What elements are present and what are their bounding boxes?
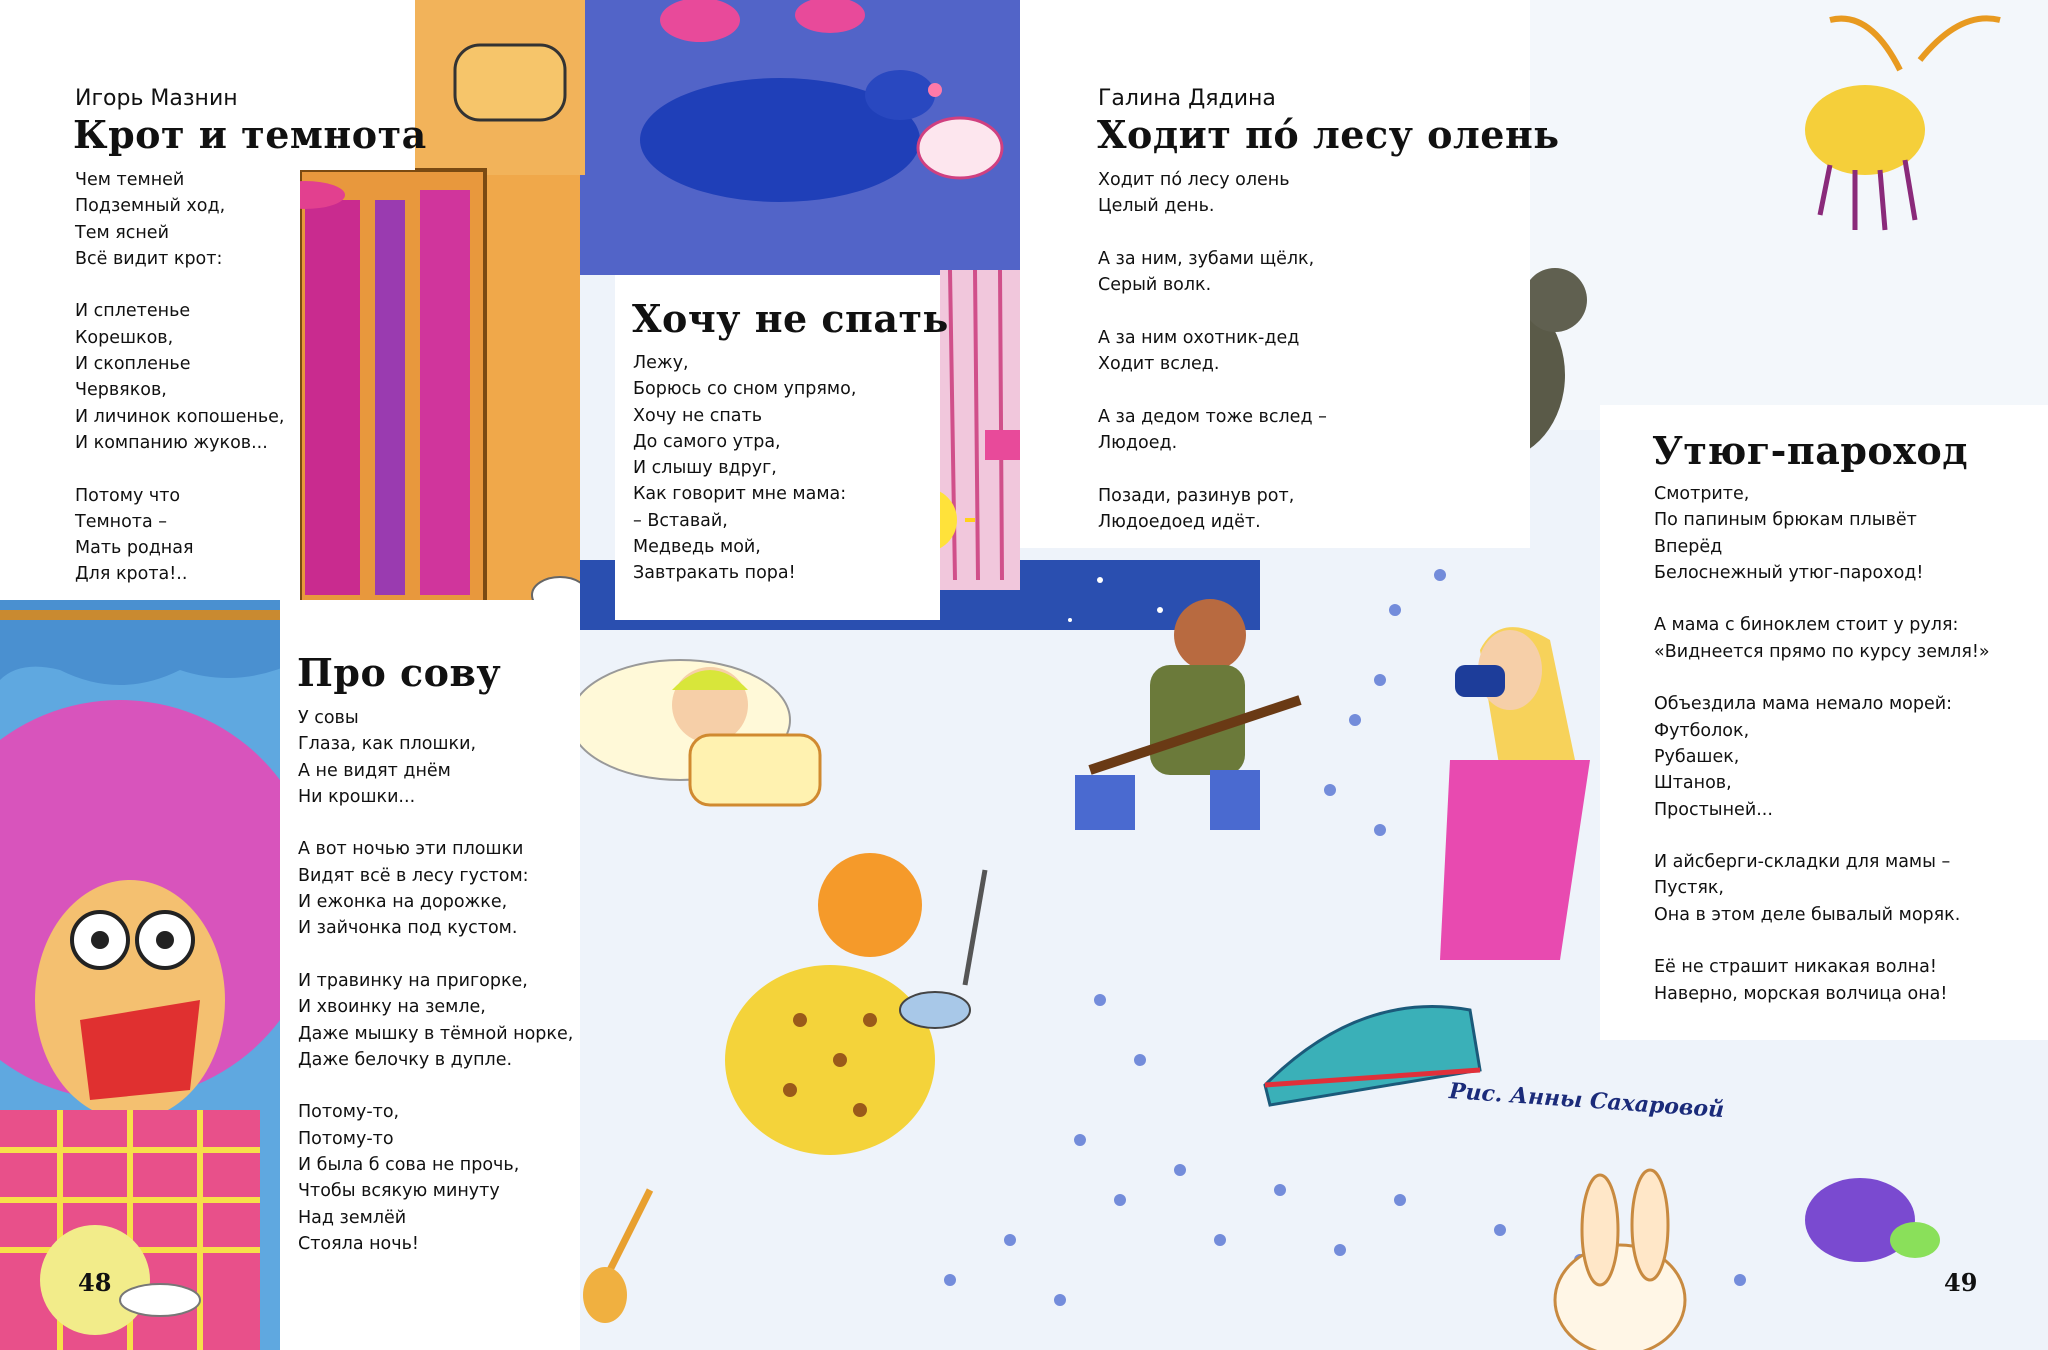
page-number-right: 49 [1944,1268,1978,1297]
poem-line: Смотрите, [1654,484,1750,504]
poem-line: Подземный ход, [75,196,226,217]
poem-line: Мать родная [75,538,194,559]
poem-line: Пустяк, [1654,878,1724,899]
stanza-break [1654,928,1990,954]
poem-line: Тем ясней [75,222,169,243]
poem-spat-title: Хочу не спать [632,296,949,341]
poem-line: Как говорит мне мама: [633,484,847,505]
poem-olen-title: Ходит по́ лесу олень [1097,112,1560,157]
page-number-left: 48 [78,1268,112,1297]
poem-line: Корешков, [75,327,174,348]
poem-line: Ни крошки... [298,786,416,807]
poem-line: У совы [298,708,359,728]
poem-line: Простыней... [1654,799,1773,820]
poem-line: Целый день. [1098,196,1215,217]
poem-line: И хвоинку на земле, [298,997,486,1018]
poem-line: Наверно, морская волчица она! [1654,983,1948,1004]
poem-krot-author: Игорь Мазнин [75,86,238,111]
poem-sova-text [298,705,573,1257]
stanza-break [75,272,285,298]
poem-line: – Вставай, [633,510,728,531]
poem-line: Потому-то, [298,1102,400,1123]
poem-line: «Виднеется прямо по курсу земля!» [1654,641,1990,662]
illustrator-credit: Рис. Анны Сахаровой [1448,1078,1725,1124]
poem-krot-text [75,167,285,588]
poem-line: И сплетенье [75,301,191,322]
poem-line: Всё видит крот: [75,248,223,269]
poem-line: Червяков, [75,380,167,401]
poem-olen-text [1098,167,1327,535]
poem-line: Видят всё в лесу густом: [298,865,529,886]
poem-line: И личинок копошенье, [75,406,285,427]
poem-line: Чем темней [75,170,185,190]
owl-illustration [0,600,320,1350]
stanza-break [1098,456,1327,482]
poem-line: И компанию жуков... [75,432,268,453]
poem-line: И травинку на пригорке, [298,970,528,991]
stanza-break [1098,298,1327,324]
poem-line: Над землёй [298,1207,407,1228]
poem-line: До самого утра, [633,431,781,452]
poem-line: И скопленье [75,354,191,375]
poem-line: И зайчонка под кустом. [298,918,518,939]
poem-line: Медведь мой, [633,537,761,558]
poem-line: Ходит по́ лесу олень [1098,170,1290,190]
poem-line: Вперёд [1654,536,1723,557]
poem-line: Лежу, [633,353,689,373]
poem-line: Она в этом деле бывалый моряк. [1654,904,1961,925]
poem-line: Футболок, [1654,720,1750,741]
poem-line: А мама с биноклем стоит у руля: [1654,615,1959,636]
poem-line: Людоедоед идёт. [1098,511,1261,532]
poem-line: Объездила мама немало морей: [1654,694,1953,715]
stanza-break [298,942,573,968]
poem-line: Стояла ночь! [298,1233,419,1254]
poem-line: А за ним, зубами щёлк, [1098,248,1315,269]
poem-line: Рубашек, [1654,746,1740,767]
poem-line: Для крота!.. [75,564,188,585]
poem-olen-author: Галина Дядина [1098,86,1276,111]
poem-utug-title: Утюг-пароход [1652,428,1969,473]
poem-utug-text [1654,481,1990,1007]
poem-krot-title: Крот и темнота [73,112,427,157]
poem-line: Глаза, как плошки, [298,734,477,755]
poem-line: Потому что [75,485,181,506]
poem-sova-title: Про сову [297,650,502,695]
poem-line: Белоснежный утюг-пароход! [1654,562,1924,583]
poem-line: А за дедом тоже вслед – [1098,406,1327,427]
poem-line: И айсберги-складки для мамы – [1654,852,1951,873]
poem-line: Даже мышку в тёмной норке, [298,1023,574,1044]
poem-line: А не видят днём [298,760,451,781]
poem-line: Темнота – [75,511,168,532]
poem-line: И была б сова не прочь, [298,1155,520,1176]
stanza-break [298,1073,573,1099]
stanza-break [1098,377,1327,403]
poem-line: Ходит вслед. [1098,354,1220,375]
poem-line: По папиным брюкам плывёт [1654,510,1917,531]
poem-line: Потому-то [298,1128,394,1149]
poem-line: И ежонка на дорожке, [298,892,508,913]
poem-line: Позади, разинув рот, [1098,485,1295,506]
stanza-break [75,456,285,482]
poem-line: Хочу не спать [633,405,763,426]
poem-line: А вот ночью эти плошки [298,839,524,860]
curtain-illustration [940,270,1025,590]
poem-line: Людоед. [1098,432,1178,453]
poem-line: Чтобы всякую минуту [298,1181,500,1202]
stanza-break [1654,586,1990,612]
mole-illustration [580,0,1020,275]
poem-line: А за ним охотник-дед [1098,327,1300,348]
poem-line: Её не страшит никакая волна! [1654,957,1937,978]
poem-spat-text [633,350,856,587]
poem-line: Даже белочку в дупле. [298,1049,513,1070]
poem-line: Завтракать пора! [633,563,796,584]
poem-line: Штанов, [1654,773,1732,794]
poem-line: И слышу вдруг, [633,458,777,479]
poem-line: Серый волк. [1098,275,1212,296]
stanza-break [1654,823,1990,849]
stanza-break [298,810,573,836]
stanza-break [1654,665,1990,691]
stanza-break [1098,220,1327,246]
poem-line: Борюсь со сном упрямо, [633,379,857,400]
